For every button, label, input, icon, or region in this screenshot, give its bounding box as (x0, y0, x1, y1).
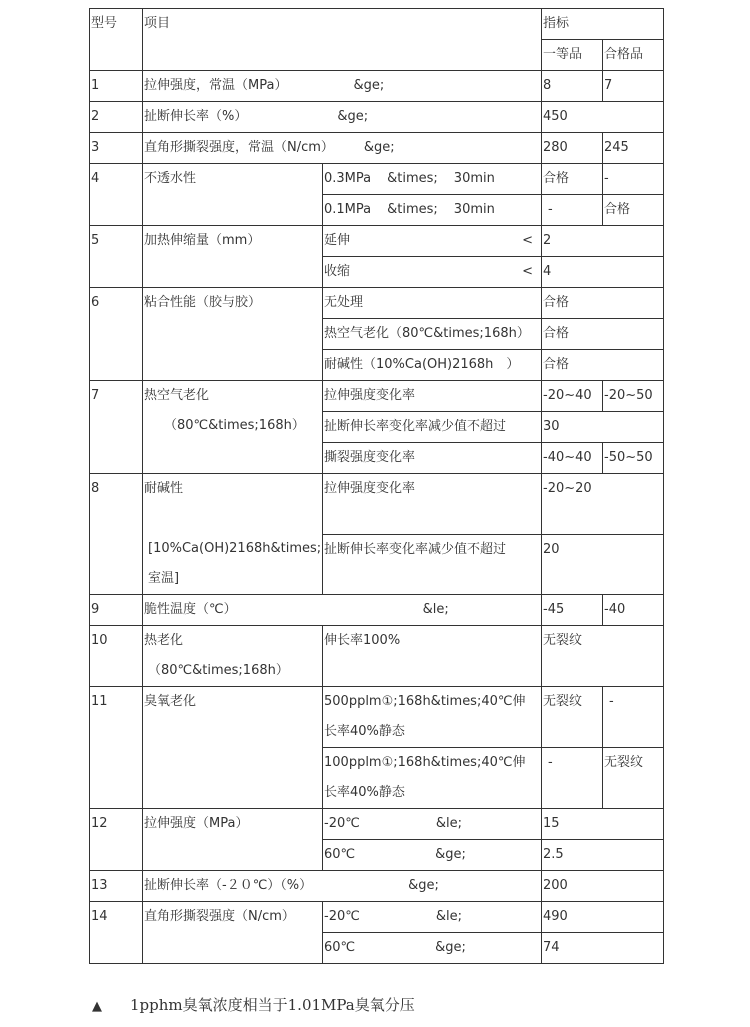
operator-text: < (522, 233, 534, 248)
row-number: 9 (90, 595, 143, 626)
row-item (143, 133, 542, 164)
value-grade2: 7 (603, 71, 664, 102)
sub-condition (323, 933, 542, 964)
sub-condition (323, 809, 542, 840)
value: 合格 (542, 288, 664, 319)
item-text: 拉伸强度，常温（MPa） (144, 78, 288, 93)
item-text: 扯断伸长率（%） (144, 109, 248, 124)
cond-pressure: 0.3MPa (324, 171, 372, 186)
row-item: 臭氧老化 (143, 687, 323, 809)
header-item: 项目 (143, 9, 542, 71)
sub-condition: 扯断伸长率变化率减少值不超过 (323, 412, 542, 443)
value: 2 (542, 226, 664, 257)
row-number: 8 (90, 474, 143, 595)
value-grade1: -45 (542, 595, 603, 626)
sub-text: 60℃ (324, 940, 356, 955)
row-item (143, 871, 542, 902)
row-item: 加热伸缩量（mm） (143, 226, 323, 288)
value: 合格 (542, 350, 664, 381)
item-line-2: [10%Ca(OH)2168h&times;室温] (148, 541, 322, 586)
sub-condition (323, 902, 542, 933)
triangle-marker-icon: ▲ (92, 999, 102, 1014)
value-grade1: 合格 (542, 164, 603, 195)
sub-line-2: 长率40%静态 (324, 724, 405, 739)
sub-condition (323, 164, 542, 195)
item-line-1: 热老化 (144, 633, 184, 648)
table-row-13 (90, 871, 664, 902)
row-number: 13 (90, 871, 143, 902)
value-grade1: 8 (542, 71, 603, 102)
row-number: 3 (90, 133, 143, 164)
value-grade2: - (603, 687, 664, 748)
header-model: 型号 (90, 9, 143, 71)
row-item (143, 102, 542, 133)
table-row-12a (90, 809, 664, 840)
table-row-3 (90, 133, 664, 164)
row-number: 4 (90, 164, 143, 226)
row-number: 7 (90, 381, 143, 474)
header-grade1: 一等品 (542, 40, 603, 71)
sub-condition: 拉伸强度变化率 (323, 381, 542, 412)
sub-text: 延伸 (324, 233, 351, 248)
row-number: 2 (90, 102, 143, 133)
operator-text: &le; (422, 602, 449, 617)
sub-condition: 伸长率100% (323, 626, 542, 687)
row-item (143, 474, 323, 595)
table-row-1 (90, 71, 664, 102)
row-item (143, 381, 323, 474)
sub-condition: 热空气老化（80℃&times;168h） (323, 319, 542, 350)
operator-text: &ge; (435, 940, 466, 955)
item-line-2: （80℃&times;168h） (148, 663, 289, 678)
value: 490 (542, 902, 664, 933)
sub-condition: 无处理 (323, 288, 542, 319)
row-number: 11 (90, 687, 143, 809)
cond-duration: 30min (453, 171, 495, 186)
sub-text: -20℃ (324, 816, 360, 831)
header-grade2: 合格品 (603, 40, 664, 71)
operator-text: < (522, 264, 534, 279)
item-text: 脆性温度（℃） (144, 602, 237, 617)
cond-times: &times; (387, 171, 438, 186)
operator-text: &ge; (353, 78, 385, 93)
table-row-5a (90, 226, 664, 257)
row-number: 1 (90, 71, 143, 102)
value: 200 (542, 871, 664, 902)
sub-condition (323, 748, 542, 809)
value-grade2: 无裂纹 (603, 748, 664, 809)
footnote (92, 994, 415, 1015)
value-grade2: 245 (603, 133, 664, 164)
table-row-8a (90, 474, 664, 535)
value: 合格 (542, 319, 664, 350)
row-number: 14 (90, 902, 143, 964)
footnote-text: 1pphm臭氧浓度相当于1.01MPa臭氧分压 (130, 996, 415, 1014)
value-grade2: -50~50 (603, 443, 664, 474)
row-item: 直角形撕裂强度（N/cm） (143, 902, 323, 964)
value: 15 (542, 809, 664, 840)
operator-text: &le; (435, 909, 462, 924)
table-row-10 (90, 626, 664, 687)
sub-text: 收缩 (324, 264, 351, 279)
value-grade1: 280 (542, 133, 603, 164)
operator-text: &ge; (435, 847, 466, 862)
spec-table-wrapper (89, 8, 663, 964)
operator-text: &ge; (408, 878, 439, 893)
table-row-14a (90, 902, 664, 933)
sub-condition: 拉伸强度变化率 (323, 474, 542, 535)
value-grade2: -20~50 (603, 381, 664, 412)
header-index: 指标 (542, 9, 664, 40)
sub-condition (323, 226, 542, 257)
table-row-4a (90, 164, 664, 195)
row-item (143, 595, 542, 626)
value-grade2: - (603, 164, 664, 195)
spec-table (89, 8, 664, 964)
row-number: 10 (90, 626, 143, 687)
sub-line-1: 100pplm①;168h&times;40℃伸 (324, 755, 526, 770)
value: 无裂纹 (542, 626, 664, 687)
sub-line-2: 长率40%静态 (324, 785, 405, 800)
value: 74 (542, 933, 664, 964)
operator-text: &ge; (337, 109, 369, 124)
sub-condition: 扯断伸长率变化率减少值不超过 (323, 535, 542, 595)
value-grade2: 合格 (603, 195, 664, 226)
value: 2.5 (542, 840, 664, 871)
header-row-1 (90, 9, 664, 40)
row-number: 6 (90, 288, 143, 381)
table-row-9 (90, 595, 664, 626)
value: 30 (542, 412, 664, 443)
item-line-2: （80℃&times;168h） (164, 418, 305, 433)
item-text: 扯断伸长率（-２０℃）（%） (144, 878, 313, 893)
cond-pressure: 0.1MPa (324, 202, 372, 217)
item-line-1: 热空气老化 (144, 388, 210, 403)
cond-duration: 30min (453, 202, 495, 217)
sub-condition: 撕裂强度变化率 (323, 443, 542, 474)
sub-condition: 耐碱性（10%Ca(OH)2168h ） (323, 350, 542, 381)
value-grade1: 无裂纹 (542, 687, 603, 748)
value-grade1: -20~40 (542, 381, 603, 412)
item-text: 直角形撕裂强度，常温（N/cm） (144, 140, 334, 155)
row-item (143, 71, 542, 102)
sub-line-1: 500pplm①;168h&times;40℃伸 (324, 694, 526, 709)
table-row-7a (90, 381, 664, 412)
row-number: 5 (90, 226, 143, 288)
table-row-6a (90, 288, 664, 319)
sub-condition (323, 195, 542, 226)
operator-text: &le; (435, 816, 462, 831)
table-row-2 (90, 102, 664, 133)
row-item: 粘合性能（胶与胶） (143, 288, 323, 381)
value: 20 (542, 535, 664, 595)
value-grade1: - (542, 748, 603, 809)
row-item: 拉伸强度（MPa） (143, 809, 323, 871)
row-number: 12 (90, 809, 143, 871)
item-spacer (144, 504, 322, 534)
item-line-1: 耐碱性 (144, 481, 184, 496)
sub-condition (323, 840, 542, 871)
sub-condition (323, 257, 542, 288)
value: -20~20 (542, 474, 664, 535)
sub-text: -20℃ (324, 909, 360, 924)
value: 450 (542, 102, 664, 133)
table-row-11a (90, 687, 664, 748)
value: 4 (542, 257, 664, 288)
value-grade1: - (542, 195, 603, 226)
sub-text: 60℃ (324, 847, 356, 862)
row-item (143, 626, 323, 687)
value-grade1: -40~40 (542, 443, 603, 474)
row-item: 不透水性 (143, 164, 323, 226)
operator-text: &ge; (363, 140, 395, 155)
cond-times: &times; (387, 202, 438, 217)
sub-condition (323, 687, 542, 748)
value-grade2: -40 (603, 595, 664, 626)
